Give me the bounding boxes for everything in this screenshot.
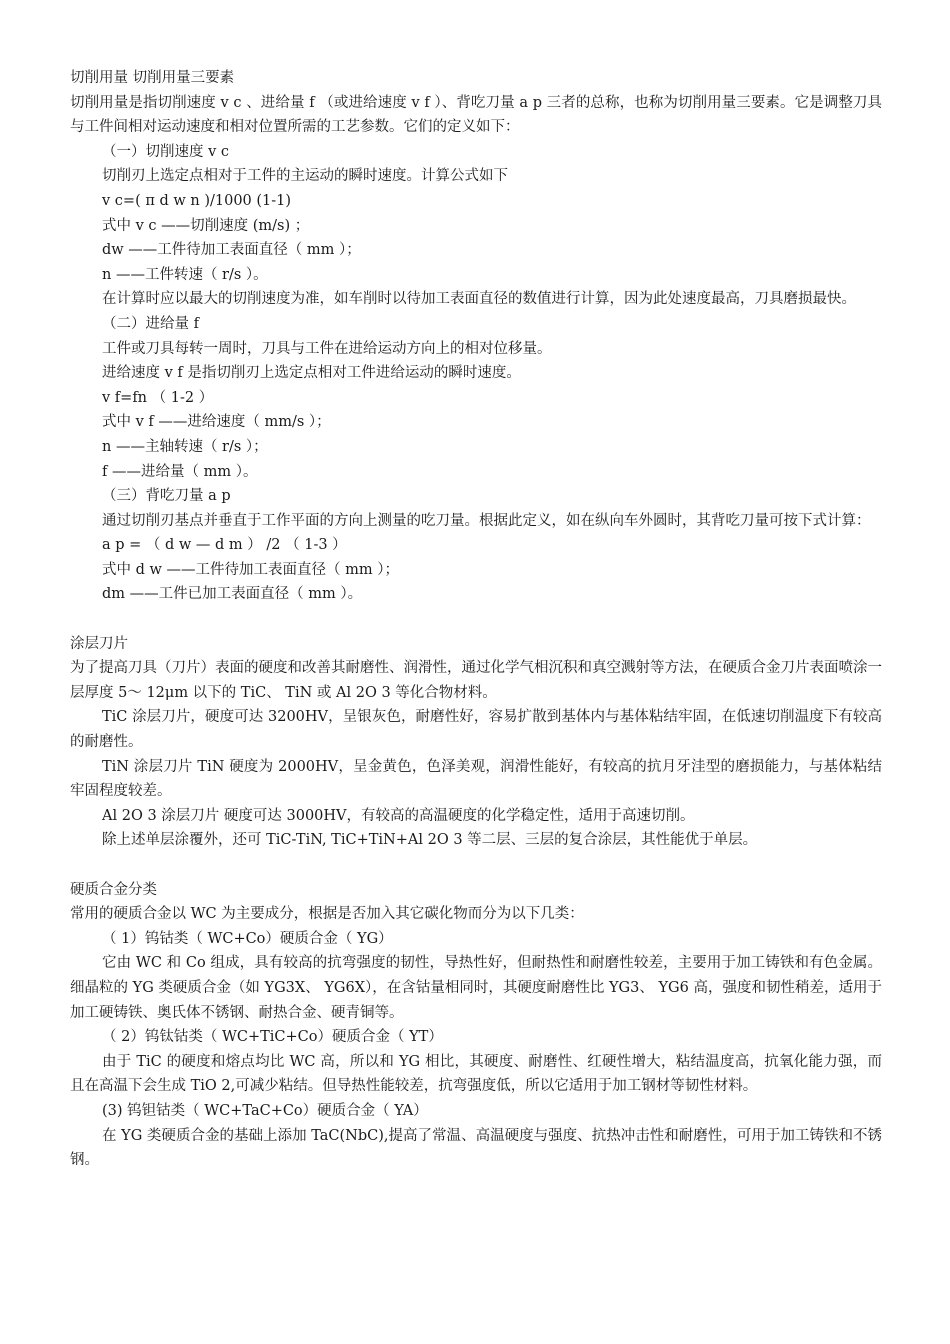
section-heading-cutting-parameters: 切削用量 切削用量三要素 (70, 70, 235, 86)
paragraph-tin-coating (70, 755, 882, 804)
depth-def-text: 通过切削刃基点并垂直于工作平面的方向上测量的吃刀量。根据此定义，如在纵向车外圆时，其背吃刀量可按下式计算： (102, 512, 871, 529)
formula-where-dm: dm ——工件已加工表面直径（ mm ）。 (102, 586, 363, 603)
paragraph-cutting-speed-def: 切削刃上选定点相对于工件的主运动的瞬时速度。计算公式如下 (102, 168, 508, 185)
tin-text: TiN 涂层刀片 TiN 硬度为 2000HV，呈金黄色，色泽美观，润滑性能好，有较高的抗月牙洼型的磨损能力，与基体粘结牢固程度较差。 (70, 758, 882, 800)
note-text: 在计算时应以最大的切削速度为准，如车削时以待加工表面直径的数值进行计算，因为此处速度最高，刀具磨损最快。 (102, 291, 856, 308)
section-heading-carbide-classes: 硬质合金分类 (70, 881, 157, 898)
paragraph-cutting-intro: 切削用量是指切削速度 v c 、进给量 f （或进给速度 v f ）、背吃刀量 a p 三者的总称，也称为切削用量三要素。它是调整刀具与工件间相对运动速度和相对位置所需的工艺参数。它们的定义如下： (70, 94, 882, 136)
formula-where-dw: dw ——工件待加工表面直径（ mm ）； (102, 242, 361, 259)
formula-where-n2: n ——主轴转速（ r/s ）； (102, 438, 268, 455)
formula-where-n: n ——工件转速（ r/s ）。 (102, 266, 268, 283)
formula-where-vf: 式中 v f ——进给速度（ mm/s ）； (102, 414, 331, 431)
paragraph-depth-def (70, 509, 882, 534)
formula-feed: v f=fn （ 1-2 ） (102, 389, 214, 406)
paragraph-yg-desc (70, 951, 882, 1025)
paragraph-carbide-intro: 常用的硬质合金以 WC 为主要成分，根据是否加入其它碳化物而分为以下几类： (70, 906, 584, 923)
paragraph-cutting-speed-note (70, 287, 882, 312)
subheading-feed: （二）进给量 f (102, 315, 199, 332)
formula-where-vc: 式中 v c ——切削速度 (m/s) ； (102, 217, 310, 234)
subheading-yt: （ 2）钨钛钴类（ WC+TiC+Co）硬质合金（ YT） (102, 1029, 443, 1046)
formula-where-dw2: 式中 d w ——工件待加工表面直径（ mm ）； (102, 561, 399, 578)
paragraph-feed-def1: 工件或刀具每转一周时，刀具与工件在进给运动方向上的相对位移量。 (102, 340, 552, 357)
tic-text: TiC 涂层刀片，硬度可达 3200HV，呈银灰色，耐磨性好，容易扩散到基体内与基体粘结牢固，在低速切削温度下有较高的耐磨性。 (70, 709, 882, 751)
subheading-yg: （ 1）钨钴类（ WC+Co）硬质合金（ YG） (102, 930, 393, 947)
section-heading-coated-inserts: 涂层刀片 (70, 635, 128, 652)
paragraph-composite-coating: 除上述单层涂覆外，还可 TiC-TiN, TiC+TiN+Al 2O 3 等二层、三层的复合涂层，其性能优于单层。 (102, 832, 758, 849)
yg-text: 它由 WC 和 Co 组成，具有较高的抗弯强度的韧性，导热性好，但耐热性和耐磨性较差，主要用于加工铸铁和有色金属。细晶粒的 YG 类硬质合金（如 YG3X、 YG6X），在含钴量相同时，其硬度耐磨性比 YG3、 YG6 高，强度和韧性稍差，适用于加工硬铸铁、奥氏体不锈钢、耐热合金、硬青铜等。 (70, 955, 882, 1021)
paragraph-tic-coating (70, 705, 882, 754)
ya-text: 在 YG 类硬质合金的基础上添加 TaC(NbC),提高了常温、高温硬度与强度、抗热冲击性和耐磨性，可用于加工铸铁和不锈钢。 (70, 1127, 882, 1169)
paragraph-coating-intro: 为了提高刀具（刀片）表面的硬度和改善其耐磨性、润滑性，通过化学气相沉积和真空溅射等方法，在硬质合金刀片表面喷涂一层厚度 5～ 12μm 以下的 TiC、 TiN 或 Al 2O 3 等化合物材料。 (70, 660, 882, 701)
formula-where-f: f ——进给量（ mm ）。 (102, 463, 258, 480)
document-page (70, 66, 882, 1173)
yt-text: 由于 TiC 的硬度和熔点均比 WC 高，所以和 YG 相比，其硬度、耐磨性、红硬性增大，粘结温度高，抗氧化能力强，而且在高温下会生成 TiO 2,可减少粘结。但导热性能较差，抗弯强度低，所以它适用于加工钢材等韧性材料。 (70, 1053, 882, 1095)
subheading-ya: (3) 钨钽钴类（ WC+TaC+Co）硬质合金（ YA） (102, 1102, 428, 1119)
paragraph-ya-desc (70, 1124, 882, 1173)
formula-depth: a p = （ d w — d m ） /2 （ 1-3 ） (102, 537, 347, 554)
paragraph-yt-desc (70, 1050, 882, 1099)
section-gap (70, 607, 882, 632)
paragraph-al2o3-coating: Al 2O 3 涂层刀片 硬度可达 3000HV，有较高的高温硬度的化学稳定性，适用于高速切削。 (102, 807, 695, 824)
formula-cutting-speed: v c=( π d w n )/1000 (1-1) (102, 192, 292, 209)
subheading-depth-of-cut: （三）背吃刀量 a p (102, 488, 231, 505)
subheading-cutting-speed: （一）切削速度 v c (102, 143, 230, 160)
section-gap (70, 853, 882, 878)
paragraph-feed-def2: 进给速度 v f 是指切削刃上选定点相对工件进给运动的瞬时速度。 (102, 365, 521, 382)
